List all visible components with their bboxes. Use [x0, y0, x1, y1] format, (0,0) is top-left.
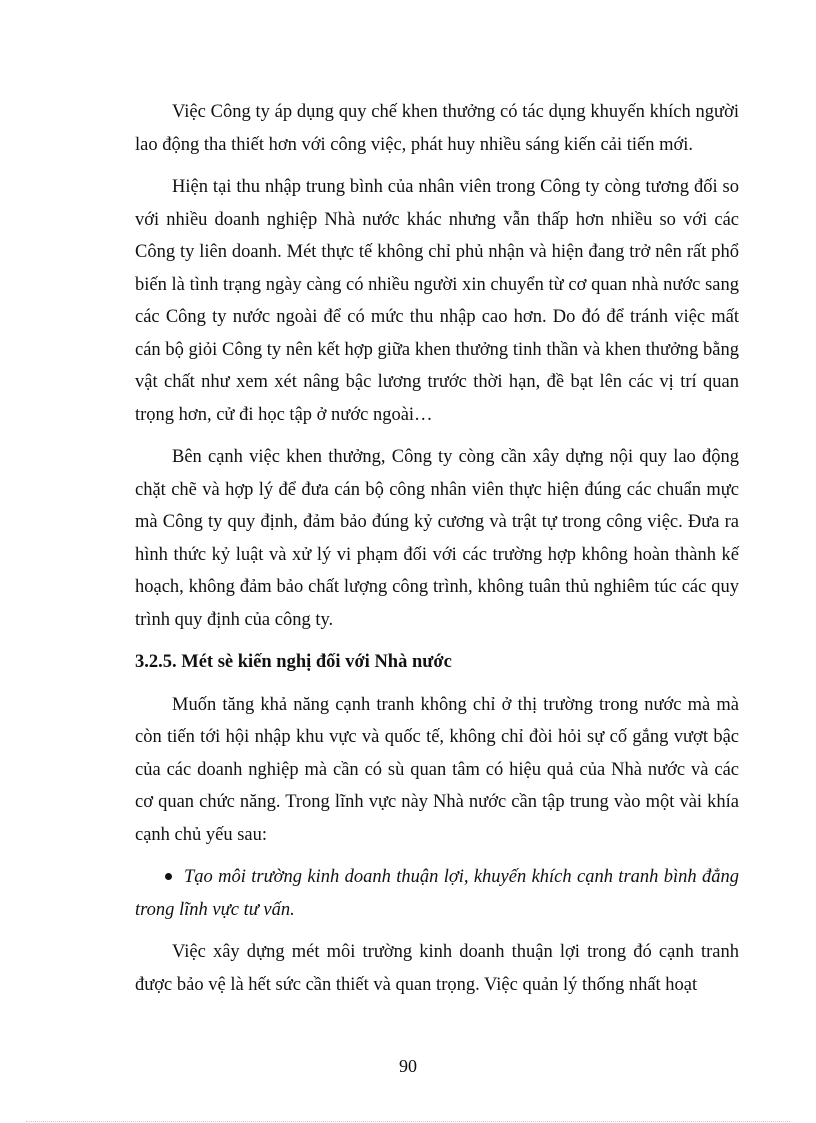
page-body	[135, 96, 739, 1011]
paragraph-income: Hiện tại thu nhập trung bình của nhân viên trong Công ty còng tương đối so với nhiều doanh nghiệp Nhà nước khác nhưng vẫn thấp hơn nhiều so với các Công ty liên doanh. Mét thực tế không chỉ phủ nhận và hiện đang trở nên rất phổ biến là tình trạng ngày càng có nhiều người xin chuyển từ cơ quan nhà nước sang các Công ty nước ngoài để có mức thu nhập cao hơn. Do đó để tránh việc mất cán bộ giỏi Công ty nên kết hợp giữa khen thưởng tinh thần và khen thưởng bằng vật chất như xem xét nâng bậc lương trước thời hạn, đề bạt lên các vị trí quan trọng hơn, cử đi học tập ở nước ngoài…	[135, 177, 739, 425]
page-bottom-rule	[26, 1121, 790, 1122]
bullet-item	[135, 861, 739, 926]
paragraph-business-environment: Việc xây dựng mét môi trường kinh doanh thuận lợi trong đó cạnh tranh được bảo vệ là hết sức cần thiết và quan trọng. Việc quản lý thống nhất hoạt	[135, 942, 739, 995]
bullet-text: Tạo môi trường kinh doanh thuận lợi, khuyến khích cạnh tranh bình đẳng trong lĩnh vực tư vấn.	[135, 867, 739, 920]
paragraph-discipline: Bên cạnh việc khen thưởng, Công ty còng cần xây dựng nội quy lao động chặt chẽ và hợp lý để đưa cán bộ công nhân viên thực hiện đúng các chuẩn mực mà Công ty quy định, đảm bảo đúng kỷ cương và trật tự trong công việc. Đưa ra hình thức kỷ luật và xử lý vi phạm đối với các trường hợp không hoàn thành kế hoạch, không đảm bảo chất lượng công trình, không tuân thủ nghiêm túc các quy trình quy định của công ty.	[135, 447, 739, 630]
bullet-dot-icon	[165, 873, 172, 880]
page-number: 90	[399, 1056, 417, 1076]
paragraph-state-role: Muốn tăng khả năng cạnh tranh không chỉ ở thị trường trong nước mà mà còn tiến tới hội nhập khu vực và quốc tế, không chỉ đòi hỏi sự cố gắng vượt bậc của các doanh nghiệp mà cần có sù quan tâm có hiệu quả của Nhà nước và các cơ quan chức năng. Trong lĩnh vực này Nhà nước cần tập trung vào một vài khía cạnh chủ yếu sau:	[135, 694, 739, 845]
paragraph-reward-policy: Việc Công ty áp dụng quy chế khen thưởng có tác dụng khuyến khích người lao động tha thiết hơn với công việc, phát huy nhiều sáng kiến cải tiến mới.	[135, 102, 739, 155]
section-heading: 3.2.5. Mét sè kiến nghị đối với Nhà nước	[135, 652, 452, 672]
